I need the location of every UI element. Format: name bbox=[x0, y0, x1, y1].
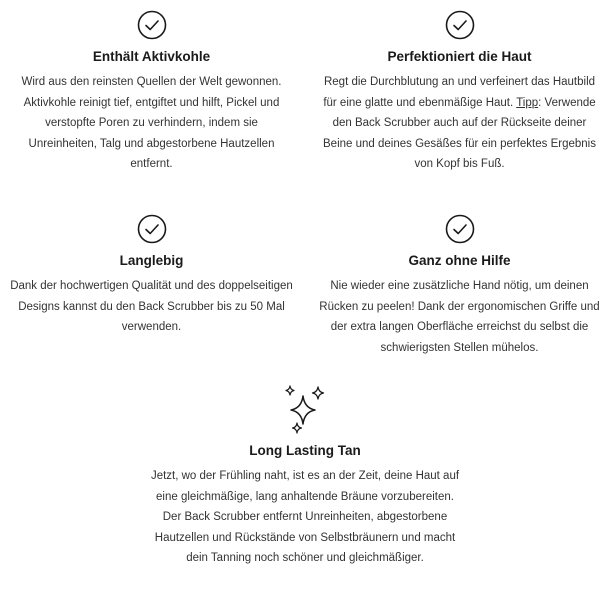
tip-label: Tipp bbox=[516, 96, 539, 109]
feature-title: Long Lasting Tan bbox=[249, 443, 361, 458]
feature-description: Wird aus den reinsten Quellen der Welt gewonnen. Aktivkohle reinigt tief, entgiftet und hilft, Pickel und verstopfte Poren zu verhindern, indem sie Unreinheiten, Talg und abgestorbene Hautzellen entfernt. bbox=[21, 76, 282, 170]
feature-description bbox=[318, 72, 601, 175]
feature-description: Nie wieder eine zusätzliche Hand nötig, um deinen Rücken zu peelen! Dank der ergonomischen Griffe und der extra langen Oberfläche erreichst du selbst die schwierigsten Stellen mühelos. bbox=[319, 280, 600, 354]
check-circle-icon bbox=[318, 10, 601, 40]
feature-aktivkohle bbox=[10, 10, 293, 175]
feature-description-text: Regt die Durchblutung an und verfeinert das Hautbild für eine glatte und ebenmäßige Haut. bbox=[323, 76, 596, 109]
check-circle-icon bbox=[10, 214, 293, 244]
tip-text: : Verwende den Back Scrubber auch auf der Rückseite deiner Beine und deines Gesäßes für ein perfektes Ergebnis von Kopf bis Fuß. bbox=[323, 96, 596, 170]
feature-title: Enthält Aktivkohle bbox=[92, 49, 211, 64]
feature-long-lasting-tan bbox=[150, 384, 460, 569]
feature-ganz-ohne-hilfe bbox=[318, 214, 601, 358]
feature-title: Ganz ohne Hilfe bbox=[408, 253, 511, 268]
check-circle-icon bbox=[318, 214, 601, 244]
sparkles-icon bbox=[150, 384, 460, 436]
feature-perfektioniert bbox=[318, 10, 601, 175]
check-circle-icon bbox=[10, 10, 293, 40]
feature-description: Jetzt, wo der Frühling naht, ist es an der Zeit, deine Haut auf eine gleichmäßige, lang anhaltende Bräune vorzubereiten. Der Back Scrubber entfernt Unreinheiten, abgestorbene Hautzellen und Rückstände von Selbstbräunern und macht dein Tanning noch schöner und gleichmäßiger. bbox=[150, 470, 460, 564]
feature-description: Dank der hochwertigen Qualität und des doppelseitigen Designs kannst du den Back Scrubber bis zu 50 Mal verwenden. bbox=[10, 280, 293, 333]
feature-title: Perfektioniert die Haut bbox=[387, 49, 532, 64]
feature-title: Langlebig bbox=[119, 253, 184, 268]
feature-langlebig bbox=[10, 214, 293, 338]
